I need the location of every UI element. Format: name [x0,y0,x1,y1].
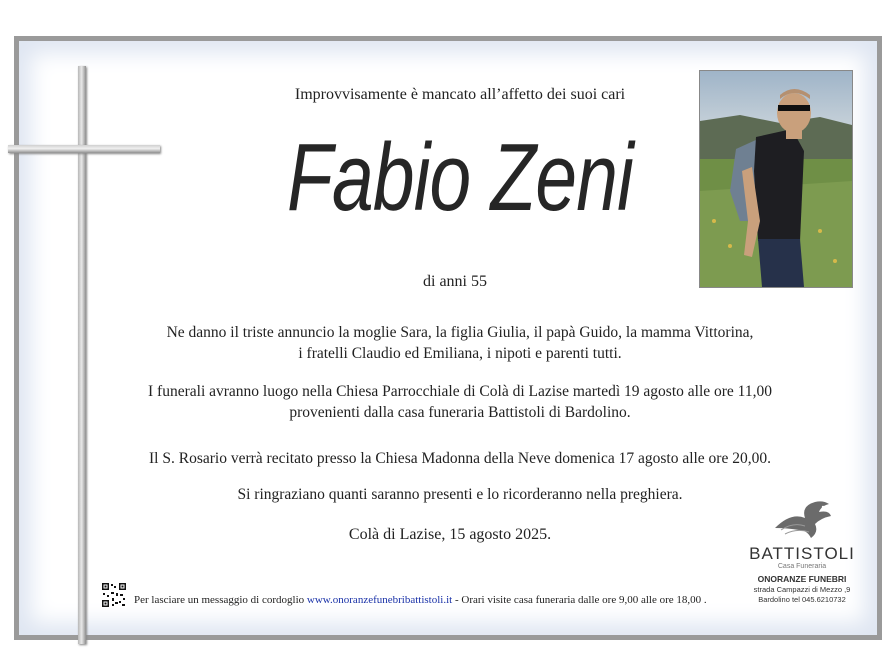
funeral-line-1: I funerali avranno luogo nella Chiesa Parrocchiale di Colà di Lazise martedì 19 agosto alle ore 11,00 [148,383,772,400]
logo-subtitle: Casa Funeraria [777,563,827,570]
footer-text [134,594,754,606]
footer-hours: Orari visite casa funeraria dalle ore 9,00 alle ore 18,00 . [461,594,707,606]
logo-brand: BATTISTOLI [749,544,855,563]
footer-separator: - [452,594,462,606]
logo-address: strada Campazzi di Mezzo ,9 [753,585,851,594]
place-date: Colà di Lazise, 15 agosto 2025. [348,526,552,543]
logo-phone: Bardolino tel 045.6210732 [758,595,846,604]
deceased-photo [699,70,853,288]
funeral-line-2: provenienti dalla casa funeraria Battistoli di Bardolino. [289,404,631,421]
age-text: di anni 55 [423,273,487,290]
cross-icon-horizontal [8,145,160,153]
rosary-paragraph: Il S. Rosario verrà recitato presso la Chiesa Madonna della Neve domenica 17 agosto alle ore 20,00. [149,450,771,467]
qr-code-icon[interactable] [101,582,127,608]
website-link[interactable]: www.onoranzefunebribattistoli.it [306,594,453,606]
announcement-paragraph [110,322,810,364]
eagle-mark-icon [771,498,833,542]
announcement-line-2: i fratelli Claudio ed Emiliana, i nipoti e parenti tutti. [298,345,622,362]
deceased-name: Fabio Zeni [287,124,633,231]
thanks-paragraph: Si ringraziano quanti saranno presenti e lo ricorderanno nella preghiera. [237,486,683,503]
intro-text: Improvvisamente è mancato all’affetto dei suoi cari [294,86,626,103]
funeral-home-logo [744,498,860,604]
funeral-paragraph [110,381,810,423]
footer-message-prefix: Per lasciare un messaggio di cordoglio [134,594,305,606]
announcement-line-1: Ne danno il triste annuncio la moglie Sara, la figlia Giulia, il papà Guido, la mamma Vittorina, [166,324,754,341]
logo-line-1: ONORANZE FUNEBRI [757,574,847,584]
